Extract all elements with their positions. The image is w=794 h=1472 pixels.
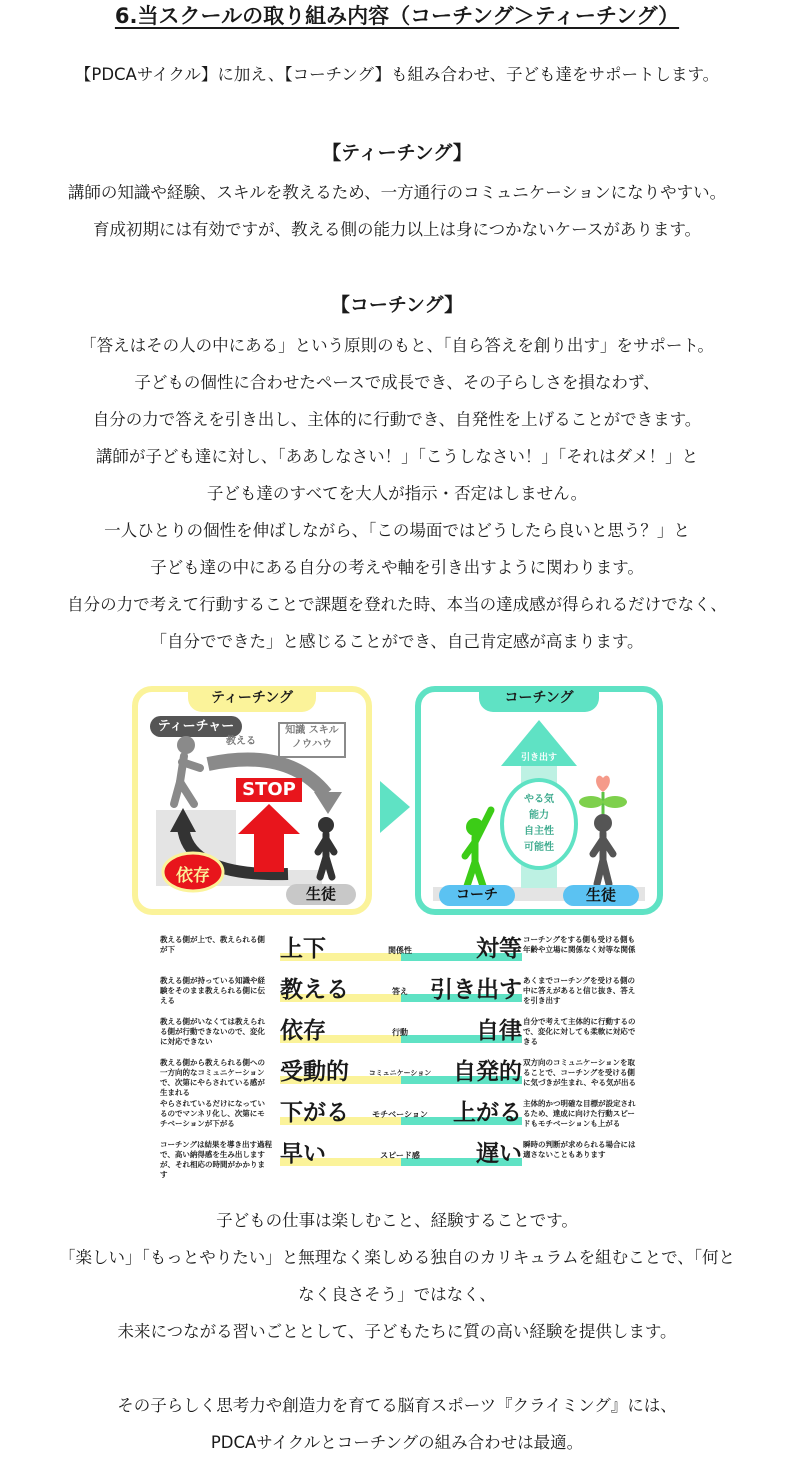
teaching-coaching-figure: [130, 683, 665, 1179]
stop-red-arrow-icon: [238, 804, 300, 872]
teaching-line: 育成初期には有効ですが、教える側の能力以上は身につかないケースがあります。: [92, 220, 702, 239]
coaching-line: 「答えはその人の中にある」という原則のもと、「自ら答えを創り出す」をサポート。: [80, 336, 714, 355]
qualities-list: [511, 792, 567, 856]
teaching-student-label: 生徒: [286, 884, 356, 905]
teaching-line: 講師の知識や経験、スキルを教えるため、一方通行のコミュニケーションになりやすい。: [67, 183, 727, 202]
student-figure-icon: [318, 817, 334, 877]
comparison-row: コーチングは結果を導き出す過程で、高い納得感を生み出しますが、それ相応の時間がかかります 早い スピード感 遅い 瞬時の判断が求められる場合には適さないこともあります: [160, 1140, 636, 1179]
comparison-row: 教える側がいなくては教えられる側が行動できないので、変化に対応できない 依存 行動 自律 自分で考えて主体的に行動するので、変化に対しても柔軟に対応できる: [160, 1017, 636, 1046]
coaching-line: 一人ひとりの個性を伸ばしながら、「この場面ではどうしたら良いと思う？」と: [104, 521, 690, 540]
coaching-student-label: 生徒: [563, 885, 639, 906]
coaching-line: 講師が子ども達に対し、「ああしなさい！」「こうしなさい！」「それはダメ！」と: [95, 447, 699, 466]
closing-line: 「楽しい」「もっとやりたい」と無理なく楽しめる独自のカリキュラムを組むことで、「何と: [58, 1248, 735, 1267]
closing-line: なく良さそう」ではなく、: [298, 1285, 496, 1304]
knowledge-box: 知識 スキル ノウハウ: [278, 722, 346, 758]
teach-arrowhead-icon: [314, 792, 342, 814]
stop-label: STOP: [242, 779, 296, 800]
final-line: その子らしく思考力や創造力を育てる脳育スポーツ『クライミング』には、: [117, 1396, 677, 1415]
quality-item: 可能性: [524, 842, 554, 853]
quality-item: 自主性: [524, 826, 554, 837]
teaching-panel: [132, 686, 372, 915]
intro-text: 【PDCAサイクル】に加え、【コーチング】も組み合わせ、子ども達をサポートします。: [74, 65, 720, 84]
teacher-figure-icon: [174, 736, 200, 804]
closing-line: 未来につながる習いごととして、子どもたちに質の高い経験を提供します。: [117, 1322, 677, 1341]
quality-item: やる気: [524, 794, 554, 805]
dependence-label: 依存: [176, 866, 210, 886]
coaching-line: 子ども達の中にある自分の考えや軸を引き出すように関わります。: [150, 558, 644, 577]
closing-line: 子どもの仕事は楽しむこと、経験することです。: [216, 1211, 578, 1230]
comparison-row: 教える側から教えられる側への一方向的なコミュニケーションで、次第にやらされている感が生まれる 受動的 コミュニケーション 自発的 双方向のコミュニケーションを取ることで、コーチングを受ける側に気づきが生まれ、やる気が出る: [160, 1058, 636, 1097]
coaching-line: 子ども達のすべてを大人が指示・否定はしません。: [206, 484, 588, 503]
coaching-heading: 【コーチング】: [330, 294, 464, 316]
teacher-label: ティーチャー: [150, 716, 242, 737]
coach-label: コーチ: [439, 885, 515, 906]
teaching-panel-tab: ティーチング: [188, 686, 316, 712]
page-title: 6.当スクールの取り組み内容（コーチング＞ティーチング）: [114, 4, 680, 28]
teaching-heading: 【ティーチング】: [322, 142, 472, 164]
comparison-row: 教える側が上で、教えられる側が下 上下 関係性 対等 コーチングをする側も受ける側も年齢や立場に関係なく対等な関係: [160, 935, 636, 962]
coaching-line: 「自分でできた」と感じることができ、自己肯定感が高まります。: [150, 632, 644, 651]
draw-out-label: 引き出す: [520, 753, 557, 763]
coaching-panel-tab: コーチング: [479, 686, 599, 712]
coaching-line: 子どもの個性に合わせたペースで成長でき、その子らしさを損なわず、: [134, 373, 660, 392]
teach-verb-label: 教える: [226, 736, 256, 747]
comparison-row: やらされているだけになっているのでマンネリ化し、次第にモチベーションが下がる 下がる モチベーション 上がる 主体的かつ明確な目標が設定されるため、達成に向けた行動スピードもモチベーションも上がる: [160, 1099, 636, 1128]
coaching-student-figure-icon: [593, 814, 613, 884]
coaching-line: 自分の力で答えを引き出し、主体的に行動でき、自発性を上げることができます。: [92, 410, 702, 429]
coaching-panel: [415, 686, 663, 915]
coaching-line: 自分の力で考えて行動することで課題を登れた時、本当の達成感が得られるだけでなく、: [67, 595, 727, 614]
coach-figure-icon: [465, 810, 491, 886]
comparison-row: 教える側が持っている知識や経験をそのまま教えられる側に伝える 教える 答え 引き出す あくまでコーチングを受ける側の中に答えがあると信じ抜き、答えを引き出す: [160, 976, 636, 1005]
sprout-heart-icon: [579, 776, 627, 814]
quality-item: 能力: [529, 810, 549, 821]
transition-arrow-icon: [376, 779, 412, 835]
comparison-table: [130, 929, 665, 1179]
final-line: PDCAサイクルとコーチングの組み合わせは最適。: [210, 1433, 584, 1452]
